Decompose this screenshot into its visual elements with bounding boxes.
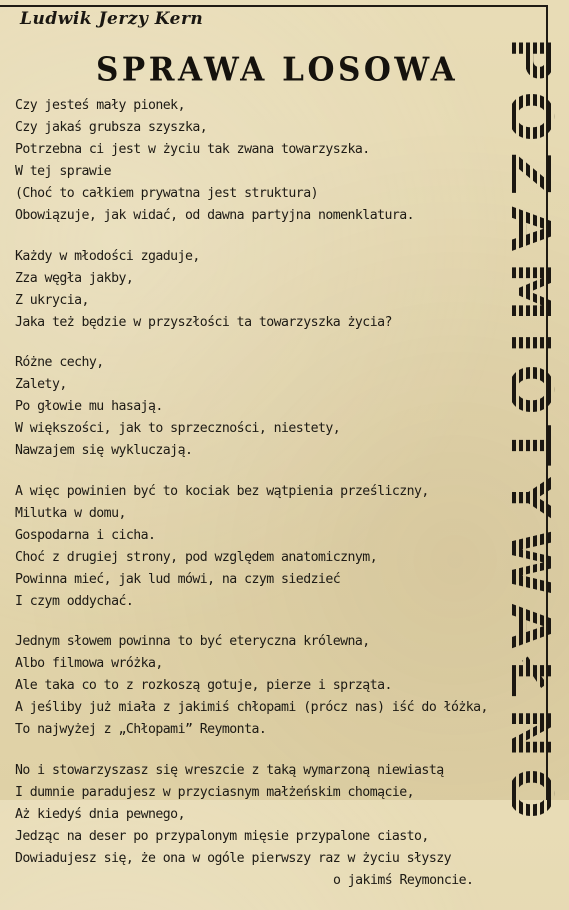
- poem-line: Każdy w młodości zgaduje,: [15, 248, 200, 264]
- author-byline: Ludwik Jerzy Kern: [20, 9, 204, 29]
- poem-line: Jednym słowem powinna to być eteryczna królewna,: [15, 634, 370, 649]
- poem-line: A więc powinien być to kociak bez wątpienia prześliczny,: [15, 483, 429, 499]
- poem-line: A jeśliby już miała z jakimiś chłopami (prócz nas) iść do łóżka,: [15, 700, 488, 715]
- poem-line: Po głowie mu hasają.: [15, 399, 163, 414]
- poem-line: Zza węgła jakby,: [15, 270, 134, 286]
- poem-line: Zalety,: [15, 377, 67, 392]
- poem-line: Albo filmowa wróżka,: [15, 656, 163, 671]
- stanza: [15, 481, 495, 613]
- poem-line: Jedząc na deser po przypalonym mięsie przypalone ciasto,: [15, 828, 429, 844]
- poem-line: Czy jesteś mały pionek,: [15, 98, 185, 113]
- stanza: [15, 760, 495, 892]
- poem-body: [15, 95, 495, 910]
- poem-line: Obowiązuje, jak widać, od dawna partyjna nomenklatura.: [15, 208, 415, 223]
- poem-line: W większości, jak to sprzeczności, niestety,: [15, 421, 341, 436]
- poem-line: Milutka w domu,: [15, 505, 126, 521]
- poem-line: Potrzebna ci jest w życiu tak zwana towarzyszka.: [15, 142, 370, 157]
- poem-line: Powinna mieć, jak lud mówi, na czym siedzieć: [15, 571, 341, 587]
- masthead-text: POZAMIOTYWAŁNO: [495, 36, 565, 830]
- section-masthead: [495, 36, 565, 830]
- poem-line: o jakimś Reymoncie.: [333, 872, 474, 888]
- stanza: [15, 352, 495, 462]
- poem-line: Czy jakaś grubsza szyszka,: [15, 120, 208, 135]
- poem-line: I czym oddychać.: [15, 593, 134, 609]
- poem-title: SPRAWA LOSOWA: [96, 51, 459, 89]
- poem-line: I dumnie paradujesz w przyciasnym małżeńskim chomącie,: [15, 784, 415, 800]
- poem-line: No i stowarzyszasz się wreszcie z taką wymarzoną niewiastą: [15, 762, 444, 778]
- poem-line: W tej sprawie: [15, 164, 112, 179]
- poem-line: Gospodarna i cicha.: [15, 527, 156, 543]
- stanza: [15, 95, 495, 227]
- poem-line: Aż kiedyś dnia pewnego,: [15, 806, 185, 822]
- poem-line: Ale taka co to z rozkoszą gotuje, pierze i sprząta.: [15, 678, 392, 693]
- stanza: [15, 631, 495, 741]
- poem-line: Z ukrycia,: [15, 292, 89, 308]
- poem-line: (Choć to całkiem prywatna jest struktura): [15, 186, 318, 201]
- poem-line: Dowiadujesz się, że ona w ogóle pierwszy raz w życiu słyszy: [15, 850, 451, 866]
- poem-line: Jaka też będzie w przyszłości ta towarzyszka życia?: [15, 314, 392, 330]
- poem-line: Choć z drugiej strony, pod względem anatomicznym,: [15, 549, 378, 565]
- poem-line: To najwyżej z „Chłopami” Reymonta.: [15, 722, 267, 737]
- stanza: [15, 246, 495, 334]
- poem-line: Nawzajem się wykluczają.: [15, 443, 193, 458]
- poem-line: Różne cechy,: [15, 355, 104, 370]
